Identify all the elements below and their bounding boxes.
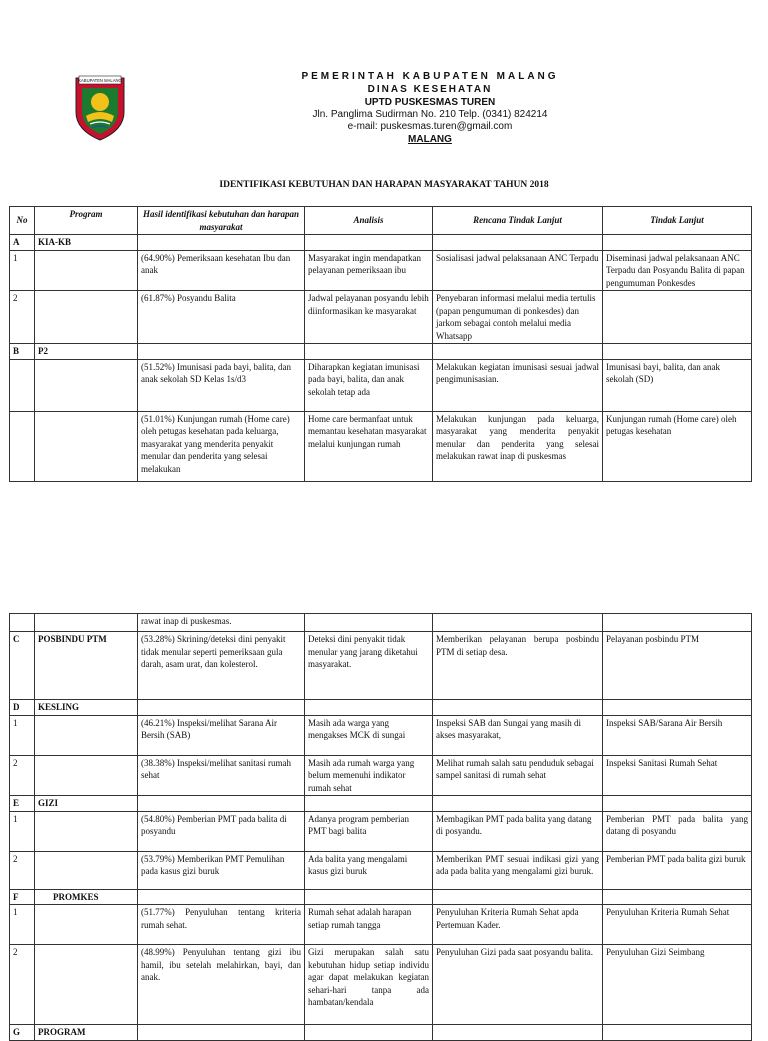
- section-row: B P2: [10, 344, 752, 360]
- table-row: 2 (48.99%) Penyuluhan tentang gizi ibu hamil, ibu setelah melahirkan, bayi, dan anak. Gizi merupakan salah satu kebutuhan hidup setiap individu agar dapat melakukan kegiatan sehari-hari tanpa ada hambatan/kendala Penyuluhan Gizi pada saat posyandu balita. Penyuluhan Gizi Seimbang: [10, 945, 752, 1025]
- table-row: 1 (51.77%) Penyuluhan tentang kriteria rumah sehat. Rumah sehat adalah harapan setiap rumah tangga Penyuluhan Kriteria Rumah Sehat apda Pertemuan Kader. Penyuluhan Kriteria Rumah Sehat: [10, 905, 752, 945]
- col-hasil: Hasil identifikasi kebutuhan dan harapan masyarakat: [138, 207, 305, 235]
- col-program: Program: [35, 207, 138, 235]
- table-header-row: [10, 207, 752, 235]
- section-row: D KESLING: [10, 700, 752, 716]
- section-row: E GIZI: [10, 796, 752, 812]
- address: Jln. Panglima Sudirman No. 210 Telp. (0341) 824214: [312, 109, 548, 120]
- table-row: 1 (46.21%) Inspeksi/melihat Sarana Air Bersih (SAB) Masih ada warga yang mengakses MCK di sungai Inspeksi SAB dan Sungai yang masih di akses masyarakat, Inspeksi SAB/Sarana Air Bersih: [10, 715, 752, 755]
- government-name: PEMERINTAH KABUPATEN MALANG: [301, 71, 559, 82]
- col-no: No: [10, 207, 35, 235]
- email: e-mail: puskesmas.turen@gmail.com: [347, 121, 513, 132]
- col-tindak: Tindak Lanjut: [603, 207, 752, 235]
- table-row: (51.01%) Kunjungan rumah (Home care) oleh petugas kesehatan pada keluarga, masyarakat yang menderita penyakit menular dan penderita yang selesai melakukan Home care bermanfaat untuk memantau kesehatan masyarakat melalui kunjungan rumah Melakukan kunjungan pada keluarga, masyarakat yang menderita penyakit menular dan penderita yang selesai melakukan rawat inap di puskesmas Kunjungan rumah (Home care) oleh petugas kesehatan: [10, 411, 752, 481]
- table-row: 1 (64.90%) Pemeriksaan kesehatan Ibu dan anak Masyarakat ingin mendapatkan pelayanan pemeriksaan ibu Sosialisasi jadwal pelaksanaan ANC Terpadu Diseminasi jadwal pelaksanaan ANC Terpadu dan Posyandu Balita di papan pengumuman Ponkesdes: [10, 250, 752, 291]
- table-row: 2 (38.38%) Inspeksi/melihat sanitasi rumah sehat Masih ada rumah warga yang belum memenuhi indikator rumah sehat Melihat rumah salah satu penduduk sebagai sampel sanitasi di rumah sehat Inspeksi Sanitasi Rumah Sehat: [10, 755, 752, 796]
- department-name: DINAS KESEHATAN: [367, 84, 493, 95]
- city: MALANG: [408, 134, 452, 145]
- document-title: IDENTIFIKASI KEBUTUHAN DAN HARAPAN MASYARAKAT TAHUN 2018: [219, 180, 549, 190]
- unit-name: UPTD PUSKESMAS TUREN: [364, 97, 496, 108]
- col-analisis: Analisis: [305, 207, 433, 235]
- needs-table-page-2: [9, 613, 752, 1041]
- section-row: A KIA-KB: [10, 235, 752, 251]
- section-row: G PROGRAM: [10, 1025, 752, 1041]
- table-row-continued: rawat inap di puskesmas.: [10, 614, 752, 632]
- table-row: 2 (53.79%) Memberikan PMT Pemulihan pada kasus gizi buruk Ada balita yang mengalami kasus gizi buruk Memberikan PMT sesuai indikasi gizi yang ada pada balita yang mengalami gizi buruk. Pemberian PMT pada balita gizi buruk: [10, 851, 752, 889]
- section-row: F PROMKES: [10, 889, 752, 905]
- table-row: 1 (54.80%) Pemberian PMT pada balita di posyandu Adanya program pemberian PMT bagi balita Membagikan PMT pada balita yang datang di posyandu. Pemberian PMT pada balita yang datang di posyandu: [10, 811, 752, 851]
- svg-text:KABUPATEN MALANG: KABUPATEN MALANG: [78, 78, 122, 83]
- col-rencana: Rencana Tindak Lanjut: [433, 207, 603, 235]
- table-row: C POSBINDU PTM (53.28%) Skrining/deteksi dini penyakit tidak menular seperti pemeriksaan gula darah, asam urat, dan kolesterol. Deteksi dini penyakit tidak menular yang jarang diketahui masyarakat. Memberikan pelayanan berupa posbindu PTM di setiap desa. Pelayanan posbindu PTM: [10, 632, 752, 700]
- kabupaten-malang-logo: [72, 72, 128, 142]
- letterhead: [260, 70, 600, 147]
- table-row: (51.52%) Imunisasi pada bayi, balita, dan anak sekolah SD Kelas 1s/d3 Diharapkan kegiatan imunisasi pada bayi, balita, dan anak sekolah tetap ada Melakukan kegiatan imunisasi sesuai jadwal pengimunisasian. Imunisasi bayi, balita, dan anak sekolah (SD): [10, 359, 752, 411]
- table-row: 2 (61.87%) Posyandu Balita Jadwal pelayanan posyandu lebih diinformasikan ke masyarakat Penyebaran informasi melalui media tertulis (papan pengumuman di ponkesdes) dan jarkom sebagai contoh melalui media Whatsapp: [10, 291, 752, 344]
- needs-table-page-1: [9, 206, 752, 482]
